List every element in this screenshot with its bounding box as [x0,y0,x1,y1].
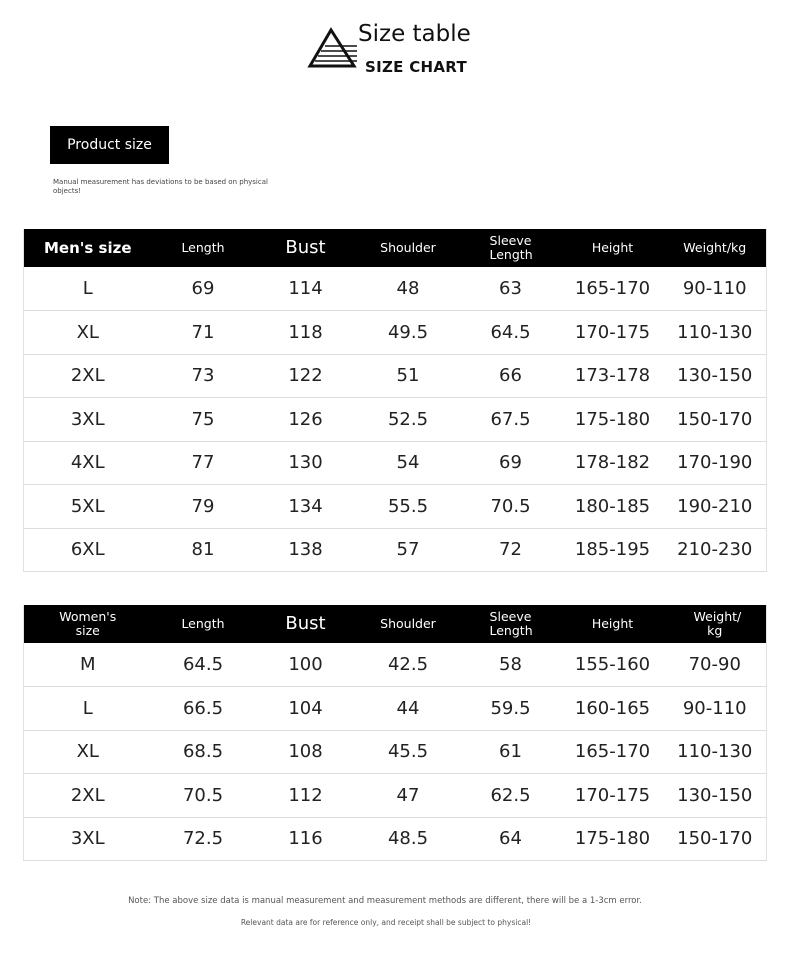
mens-header-height: Height [562,229,664,267]
product-size-badge: Product size [50,126,169,164]
measurement-cell: 155-160 [562,643,664,687]
mens-header-row [24,229,767,267]
size-label-cell: M [24,643,152,687]
measurement-cell: 180-185 [562,485,664,529]
table-row [24,267,767,311]
measurement-cell: 59.5 [460,687,562,731]
womens-header-weight: Weight/ kg [664,605,767,643]
measurement-cell: 67.5 [460,398,562,442]
measurement-cell: 170-175 [562,774,664,818]
measurement-cell: 63 [460,267,562,311]
measurement-cell: 70.5 [152,774,255,818]
measurement-cell: 138 [255,528,357,572]
measurement-cell: 150-170 [664,817,767,861]
measurement-cell: 54 [357,441,460,485]
size-label-cell: 4XL [24,441,152,485]
measurement-cell: 69 [152,267,255,311]
table-row [24,643,767,687]
measurement-cell: 52.5 [357,398,460,442]
measurement-cell: 104 [255,687,357,731]
measurement-cell: 58 [460,643,562,687]
measurement-cell: 79 [152,485,255,529]
measurement-cell: 66 [460,354,562,398]
measurement-cell: 48.5 [357,817,460,861]
triangle-logo-icon [307,27,359,71]
mens-header-weight: Weight/kg [664,229,767,267]
measurement-cell: 175-180 [562,817,664,861]
measurement-cell: 170-190 [664,441,767,485]
measurement-cell: 64 [460,817,562,861]
measurement-cell: 130-150 [664,774,767,818]
measurement-cell: 134 [255,485,357,529]
size-label-cell: 5XL [24,485,152,529]
womens-header-shoulder: Shoulder [357,605,460,643]
measurement-cell: 69 [460,441,562,485]
measurement-cell: 55.5 [357,485,460,529]
measurement-cell: 57 [357,528,460,572]
measurement-cell: 110-130 [664,730,767,774]
measurement-cell: 51 [357,354,460,398]
measurement-cell: 178-182 [562,441,664,485]
page-subtitle: SIZE CHART [365,58,468,76]
table-row [24,730,767,774]
measurement-cell: 112 [255,774,357,818]
measurement-cell: 70.5 [460,485,562,529]
measurement-cell: 173-178 [562,354,664,398]
measurement-cell: 114 [255,267,357,311]
measurement-cell: 64.5 [460,311,562,355]
measurement-cell: 81 [152,528,255,572]
measurement-cell: 47 [357,774,460,818]
measurement-cell: 116 [255,817,357,861]
measurement-cell: 170-175 [562,311,664,355]
page-title: Size table [358,21,471,47]
measurement-cell: 48 [357,267,460,311]
measurement-cell: 72 [460,528,562,572]
size-label-cell: 3XL [24,817,152,861]
measurement-cell: 49.5 [357,311,460,355]
measurement-cell: 75 [152,398,255,442]
measurement-cell: 108 [255,730,357,774]
footer-note-error: Note: The above size data is manual measurement and measurement methods are different, there will be a 1-3cm error. [128,896,642,906]
measurement-cell: 118 [255,311,357,355]
table-row [24,528,767,572]
measurement-cell: 110-130 [664,311,767,355]
table-row [24,441,767,485]
womens-header-height: Height [562,605,664,643]
measurement-cell: 90-110 [664,687,767,731]
mens-header-size: Men's size [24,229,152,267]
footer-note-reference: Relevant data are for reference only, and receipt shall be subject to physical! [240,918,532,927]
womens-header-length: Length [152,605,255,643]
size-label-cell: XL [24,730,152,774]
mens-header-shoulder: Shoulder [357,229,460,267]
measurement-cell: 185-195 [562,528,664,572]
table-row [24,817,767,861]
size-label-cell: 6XL [24,528,152,572]
measurement-cell: 130-150 [664,354,767,398]
measurement-cell: 64.5 [152,643,255,687]
measurement-cell: 160-165 [562,687,664,731]
measurement-cell: 68.5 [152,730,255,774]
measurement-disclaimer: Manual measurement has deviations to be based on physical objects! [53,178,268,195]
measurement-cell: 190-210 [664,485,767,529]
measurement-cell: 122 [255,354,357,398]
size-label-cell: 2XL [24,354,152,398]
measurement-cell: 90-110 [664,267,767,311]
table-row [24,485,767,529]
mens-header-sleeve: Sleeve Length [460,229,562,267]
measurement-cell: 175-180 [562,398,664,442]
measurement-cell: 73 [152,354,255,398]
measurement-cell: 62.5 [460,774,562,818]
measurement-cell: 126 [255,398,357,442]
size-label-cell: XL [24,311,152,355]
size-label-cell: L [24,687,152,731]
measurement-cell: 100 [255,643,357,687]
measurement-cell: 72.5 [152,817,255,861]
womens-header-sleeve: Sleeve Length [460,605,562,643]
size-label-cell: 2XL [24,774,152,818]
measurement-cell: 165-170 [562,730,664,774]
size-label-cell: L [24,267,152,311]
size-label-cell: 3XL [24,398,152,442]
measurement-cell: 70-90 [664,643,767,687]
womens-header-size: Women's size [24,605,152,643]
womens-header-row [24,605,767,643]
measurement-cell: 42.5 [357,643,460,687]
mens-table-body [24,267,767,572]
measurement-cell: 45.5 [357,730,460,774]
table-row [24,774,767,818]
mens-header-bust: Bust [255,229,357,267]
mens-size-table [23,229,767,572]
measurement-cell: 61 [460,730,562,774]
womens-size-table [23,605,767,861]
measurement-cell: 77 [152,441,255,485]
table-row [24,398,767,442]
measurement-cell: 165-170 [562,267,664,311]
womens-header-bust: Bust [255,605,357,643]
measurement-cell: 66.5 [152,687,255,731]
measurement-cell: 71 [152,311,255,355]
measurement-cell: 150-170 [664,398,767,442]
mens-header-length: Length [152,229,255,267]
table-row [24,354,767,398]
table-row [24,311,767,355]
measurement-cell: 44 [357,687,460,731]
womens-table-body [24,643,767,861]
measurement-cell: 210-230 [664,528,767,572]
measurement-cell: 130 [255,441,357,485]
table-row [24,687,767,731]
